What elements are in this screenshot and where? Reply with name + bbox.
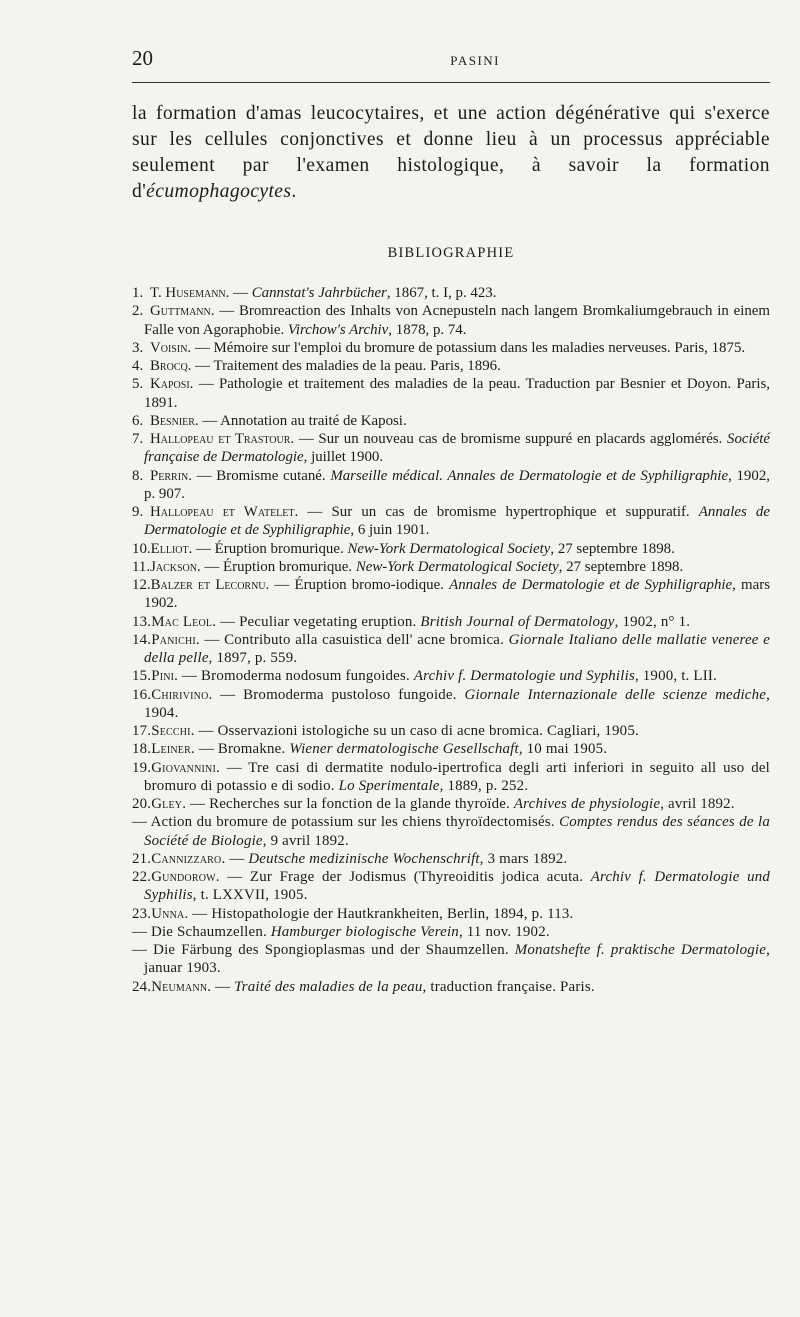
bib-number: 13. — [132, 613, 152, 630]
page-number: 20 — [132, 46, 153, 70]
paragraph-italic: écumophagocytes — [146, 181, 292, 202]
bib-entry — [132, 339, 770, 357]
bib-tail: , 1867, t. I, p. 423. — [386, 285, 497, 301]
bib-separator: — — [199, 631, 225, 648]
bib-number: 9. — [132, 504, 144, 520]
bib-italic: New-York Dermatological Society — [347, 540, 551, 557]
bib-italic: Comptes rendus des séances de la Société de Biologie — [144, 814, 770, 849]
bib-author: Jackson. — [150, 558, 201, 575]
running-title: PASINI — [450, 53, 500, 68]
bib-text: Mémoire sur l'emploi du bromure de potassium dans les maladies nerveuses. Paris, 1875. — [213, 339, 746, 356]
bib-tail: , 3 mars 1892. — [479, 850, 568, 867]
bib-entry — [132, 923, 770, 941]
bib-number: 8. — [132, 467, 144, 484]
bib-entry — [132, 558, 770, 576]
bib-text: Bromisme cutané. — [216, 467, 331, 484]
bib-separator: — — [194, 741, 218, 758]
bib-text: Osservazioni istologiche su un caso di acne bromica. Cagliari, 1905. — [217, 723, 639, 739]
bib-author: Brocq. — [150, 358, 192, 374]
bib-separator: — — [219, 869, 250, 885]
bib-tail: , traduction française. Paris. — [422, 978, 595, 995]
bib-separator: — — [132, 814, 151, 831]
bib-entry — [132, 686, 770, 723]
bib-entry — [132, 375, 770, 412]
bib-tail: , 1897, p. 559. — [208, 650, 298, 666]
bib-text: Recherches sur la fonction de la glande thyroïde. — [209, 796, 514, 812]
bib-author: Gley. — [151, 796, 187, 812]
bib-separator: — — [132, 923, 152, 940]
bib-italic: Monatshefte f. praktische Dermatologie — [514, 942, 767, 958]
bib-author: Hallopeau et Watelet. — [150, 504, 299, 520]
bib-italic: Annales de Dermatologie et de Syphiligraphie — [449, 577, 733, 593]
bib-italic: New-York Dermatological Society — [355, 558, 559, 575]
bib-author: Gundorow. — [151, 869, 220, 885]
bib-italic: British Journal of Dermatology — [420, 613, 615, 630]
bib-tail: , 1904. — [144, 686, 771, 721]
bib-text: Contributo alla casuistica dell' acne bromica. — [224, 631, 509, 648]
bib-separator: — — [192, 467, 217, 484]
bib-number: 15. — [132, 668, 152, 685]
bib-author: Secchi. — [151, 723, 195, 739]
bib-italic: Giornale Italiano delle mallatie veneree e della pelle — [144, 631, 771, 666]
bib-separator: — — [269, 577, 295, 593]
bib-number: 14. — [132, 631, 152, 648]
bib-separator: — — [225, 850, 249, 867]
bib-entry — [132, 302, 770, 339]
bib-entry — [132, 631, 770, 668]
bib-text: Die Schaumzellen. — [151, 923, 271, 940]
bib-author: Voisin. — [150, 339, 192, 356]
bib-text: Bromreaction des Inhalts von Acnepusteln nach langem Bromkaliumgebrauch in einem Falle von Agoraphobie. — [144, 303, 770, 338]
bib-tail: , juillet 1900. — [303, 449, 384, 466]
bib-entry — [132, 576, 770, 613]
bib-separator: — — [191, 339, 214, 356]
bib-tail: , 27 septembre 1898. — [550, 540, 675, 557]
bib-entry — [132, 795, 770, 813]
bib-tail: , 9 avril 1892. — [262, 832, 349, 849]
bib-text: Sur un nouveau cas de bromisme suppuré en placards agglomérés. — [318, 431, 727, 447]
bib-tail: , 1878, p. 74. — [388, 321, 467, 338]
bib-number: 20. — [132, 796, 152, 812]
bib-tail: , avril 1892. — [660, 796, 735, 812]
bib-author: Unna. — [151, 905, 189, 922]
bibliography-list — [132, 284, 770, 996]
bib-entry — [132, 740, 770, 758]
bib-author: Neumann. — [151, 978, 212, 995]
body-paragraph — [132, 101, 770, 205]
bib-italic: Annales de Dermatologie et de Syphiligraphie — [144, 504, 770, 539]
bib-italic: Cannstat's Jahrbücher — [251, 285, 387, 301]
bib-text: Bromoderma pustoloso fungoide. — [243, 686, 465, 703]
bib-tail: , 1902, p. 907. — [144, 467, 770, 502]
paragraph-end: . — [291, 181, 297, 202]
bib-number: 1. — [132, 285, 144, 301]
bib-text: Sur un cas de bromisme hypertrophique et suppuratif. — [331, 504, 699, 520]
bib-number: 3. — [132, 339, 144, 356]
bib-author: Perrin. — [150, 467, 193, 484]
bib-number: 24. — [132, 978, 152, 995]
bib-text: Histopathologie der Hautkrankheiten, Berlin, 1894, p. 113. — [211, 905, 574, 922]
bib-text: Die Färbung des Spongioplasmas und der Shaumzellen. — [153, 942, 515, 958]
bib-tail: , januar 1903. — [144, 942, 770, 977]
bibliography-title: BIBLIOGRAPHIE — [387, 245, 515, 261]
bib-author: T. Husemann. — [150, 285, 230, 301]
bib-entry — [132, 759, 770, 796]
bib-italic: Société française de Dermatologie — [144, 431, 770, 466]
bib-italic: Virchow's Archiv — [287, 321, 389, 338]
bib-number: 16. — [132, 686, 152, 703]
bib-italic: Giornale Internazionale delle scienze mediche — [464, 686, 767, 703]
bib-separator: — — [211, 978, 235, 995]
bib-separator: — — [188, 905, 212, 922]
bib-entry — [132, 813, 770, 850]
bib-author: Giovannini. — [151, 759, 220, 776]
bib-author: Guttmann. — [150, 303, 215, 320]
bib-italic: Deutsche medizinische Wochenschrift — [248, 850, 480, 867]
running-head — [132, 46, 770, 74]
bib-separator: — — [298, 504, 332, 520]
bib-tail: , mars 1902. — [144, 577, 770, 612]
bib-number: 6. — [132, 412, 144, 429]
bib-number: 21. — [132, 850, 152, 867]
bib-separator: — — [198, 412, 221, 429]
bib-number: 2. — [132, 303, 144, 320]
bib-entry — [132, 540, 770, 558]
bib-number: 10. — [132, 540, 151, 557]
bib-separator: — — [216, 613, 240, 630]
bib-entry — [132, 430, 770, 467]
bib-number: 22. — [132, 869, 152, 885]
bib-number: 7. — [132, 431, 144, 447]
bib-tail: , 1900, t. LII. — [634, 668, 717, 685]
bib-author: Balzer et Lecornu. — [150, 577, 270, 593]
bib-author: Elliot. — [150, 540, 193, 557]
bib-author: Cannizzaro. — [151, 850, 226, 867]
bib-separator: — — [194, 723, 218, 739]
page — [132, 46, 770, 996]
bib-italic: Traité des maladies de la peau — [234, 978, 423, 995]
bib-text: Pathologie et traitement des maladies de la peau. Traduction par Besnier et Doyon. Paris, 1891. — [144, 376, 770, 411]
bib-italic: Archives de physiologie — [513, 796, 661, 812]
bib-text: Traitement des maladies de la peau. Paris, 1896. — [213, 358, 501, 374]
bib-number: 19. — [132, 759, 152, 776]
bib-author: Besnier. — [150, 412, 199, 429]
bib-author: Leiner. — [151, 741, 195, 758]
bib-entry — [132, 978, 770, 996]
bib-text: Peculiar vegetating eruption. — [239, 613, 421, 630]
bib-italic: Lo Sperimentale — [338, 777, 440, 794]
bib-tail: , 11 nov. 1902. — [458, 923, 550, 940]
bib-entry — [132, 850, 770, 868]
bib-text: Éruption bromo-iodique. — [294, 577, 450, 593]
bib-italic: Wiener dermatologische Gesellschaft — [289, 741, 519, 758]
bib-tail: , 27 septembre 1898. — [558, 558, 684, 575]
bib-separator: — — [212, 686, 244, 703]
bib-tail: , 1902, n° 1. — [614, 613, 691, 630]
bib-italic: Marseille médical. Annales de Dermatologie et de Syphiligraphie — [330, 467, 729, 484]
bib-separator: — — [200, 558, 224, 575]
bib-text: Zur Frage der Jodismus (Thyreoiditis jodica acuta. — [249, 869, 591, 885]
bib-text: Bromakne. — [217, 741, 290, 758]
bib-text: Tre casi di dermatite nodulo-ipertrofica degli arti inferiori in seguito all uso del bromuro di potassio e di sodio. — [144, 759, 770, 794]
bib-entry — [132, 412, 770, 430]
bib-italic: Archiv f. Dermatologie und Syphilis — [144, 869, 771, 904]
bib-author: Pini. — [151, 668, 179, 685]
bib-separator: — — [191, 358, 214, 374]
bib-author: Panichi. — [151, 631, 200, 648]
bib-number: 4. — [132, 358, 144, 374]
bib-tail: , t. LXXVII, 1905. — [192, 887, 308, 904]
bib-italic: Hamburger biologische Verein — [270, 923, 459, 940]
bib-italic: Archiv f. Dermatologie und Syphilis — [413, 668, 635, 685]
bib-separator: — — [186, 796, 210, 812]
paragraph-text: la formation d'amas leucocytaires, et une action dégénérative qui s'exerce sur les cellules conjonctives et donne lieu à un processus appréciable seulement par l'examen histologique, à savoir la formation d' — [132, 103, 770, 202]
bib-text: Action du bromure de potassium sur les chiens thyroïdectomisés. — [150, 814, 560, 831]
bib-separator: — — [178, 668, 202, 685]
bib-text: Éruption bromurique. — [223, 558, 356, 575]
bib-number: 12. — [132, 577, 151, 593]
bib-entry — [132, 905, 770, 923]
bib-entry — [132, 284, 770, 302]
bib-separator: — — [214, 303, 239, 320]
bib-text: Éruption bromurique. — [214, 540, 348, 557]
bib-number: 11. — [132, 558, 151, 575]
bib-separator: — — [219, 759, 249, 776]
bib-tail: , 10 mai 1905. — [518, 741, 608, 758]
bib-text: Annotation au traité de Kaposi. — [220, 412, 407, 429]
bib-separator: — — [229, 285, 252, 301]
bib-entry — [132, 613, 770, 631]
bib-author: Mac Leol. — [151, 613, 217, 630]
header-rule — [132, 82, 770, 83]
bib-number: 23. — [132, 905, 152, 922]
bib-number: 17. — [132, 723, 152, 739]
bib-separator: — — [294, 431, 319, 447]
bib-entry — [132, 467, 770, 504]
bib-entry — [132, 357, 770, 375]
bib-separator: — — [132, 942, 154, 958]
bib-entry — [132, 667, 770, 685]
bib-separator: — — [192, 540, 215, 557]
bib-entry — [132, 503, 770, 540]
bib-author: Hallopeau et Trastour. — [150, 431, 295, 447]
bib-author: Kaposi. — [150, 376, 194, 393]
bib-text: Bromoderma nodosum fungoides. — [201, 668, 414, 685]
bib-number: 18. — [132, 741, 152, 758]
bib-separator: — — [193, 376, 219, 393]
bib-number: 5. — [132, 376, 144, 393]
bib-tail: , 1889, p. 252. — [439, 777, 529, 794]
bib-tail: , 6 juin 1901. — [350, 522, 430, 539]
bib-author: Chirivino. — [151, 686, 213, 703]
bib-entry — [132, 941, 770, 978]
bib-entry — [132, 722, 770, 740]
bib-entry — [132, 868, 770, 905]
